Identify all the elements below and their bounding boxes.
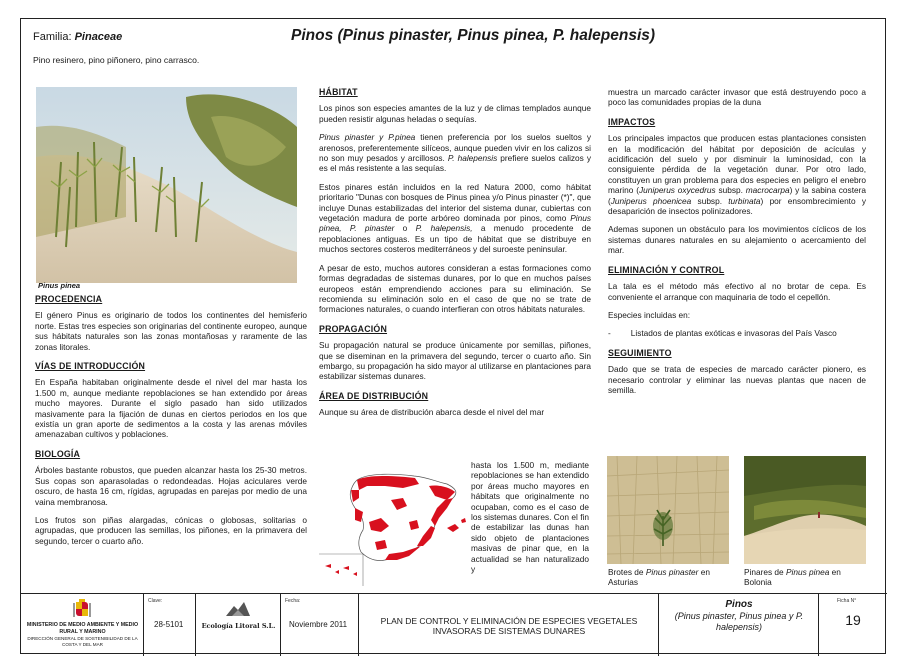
heading-area: ÁREA DE DISTRIBUCIÓN [319, 390, 429, 401]
heading-propagacion: PROPAGACIÓN [319, 323, 388, 334]
heading-biologia: BIOLOGÍA [35, 448, 81, 459]
text-habitat-2: Pinus pinaster y P.pinea tienen preferencia por los suelos sueltos y arenosos, preferentemente silíceos, aunque pueden vivir en los calizos si no son muy pesados y arcillosos. P. halepensis prefiere suelos calizos y es el más resistente a las sequías. [319, 132, 591, 174]
common-names: Pino resinero, pino piñonero, pino carrasco. [33, 55, 200, 65]
footer-fecha: Fecha: Noviembre 2011 [281, 594, 359, 656]
text-impactos-2: Ademas suponen un obstáculo para los movimientos cíclicos de los sistemas dunares naturales en su alejamiento o acercamiento del mar. [608, 224, 866, 256]
text-eliminacion-1: La tala es el método más efectivo al no brotar de cepa. Es conveniente el arranque con maquinaria de todo el cepellón. [608, 281, 866, 302]
plan-title: PLAN DE CONTROL Y ELIMINACIÓN DE ESPECIES VEGETALES INVASORAS DE SISTEMAS DUNARES [380, 616, 638, 636]
text-vias: En España habitaban originalmente desde el nivel del mar hasta los 1.500 m, aunque mediante repoblaciones se han extendido por áreas mucho mayores. Durante el siglo pasado han sido utilizados masivamente para la fijación de dunas en ciertos periodos en los que existía un gran aporte de sedimentos a la costa y las arenas móviles amenazaban cultivos y poblaciones. [35, 377, 307, 440]
column-left [35, 285, 307, 554]
heading-habitat: HÁBITAT [319, 87, 358, 97]
species-title: Pinos [725, 599, 753, 610]
heading-seguimiento: SEGUIMIENTO [608, 347, 672, 358]
ministry-name: MINISTERIO DE MEDIO AMBIENTE Y MEDIO RURAL Y MARINO [26, 622, 139, 635]
footer-plan [359, 594, 659, 656]
footer-table [21, 593, 887, 655]
clave-value: 28-5101 [154, 620, 184, 629]
species-subtitle: (Pinus pinaster, Pinus pinea y P. halepensis) [674, 611, 804, 632]
fecha-value: Noviembre 2011 [289, 620, 348, 629]
text-eliminacion-2: Especies incluidas en: [608, 309, 691, 320]
column-right [608, 87, 866, 403]
text-biologia-2: Los frutos son piñas alargadas, cónicas o globosas, solitarias o agrupadas, que producen las semillas, los piñones, en la primavera del segundo, tercer o cuarto año. [35, 514, 307, 546]
text-habitat-4: A pesar de esto, muchos autores consideran a estas formaciones como formas degradadas de sistemas dunares, por lo que en muchos países europeos están emprendiendo acciones para su eliminación. Se recomienda su eliminación solo en el caso de que no se trate de formaciones naturales, o cuando interfieran con otros hábitats naturales. [319, 262, 591, 315]
text-area-cont: muestra un marcado carácter invasor que está destruyendo poco a poco las comunidades propias de la duna [608, 87, 866, 108]
footer-species [659, 594, 819, 656]
caption-brotes: Brotes de Pinus pinaster en Asturias [608, 567, 710, 588]
column-middle [319, 87, 591, 426]
heading-vias: VÍAS DE INTRODUCCIÓN [35, 361, 146, 372]
text-seguimiento: Dado que se trata de especies de marcado carácter pionero, es necesario controlar y eliminar las nuevas plantas que nacen de semilla. [608, 364, 866, 395]
text-habitat-1: Los pinos son especies amantes de la luz y de climas templados aunque pueden resistir algunas heladas o sequías. [319, 103, 591, 124]
document-sheet [20, 18, 886, 654]
heading-eliminacion: ELIMINACIÓN Y CONTROL [608, 264, 725, 275]
list-item-listado: - Listados de plantas exóticas e invasoras del País Vasco [608, 328, 837, 339]
company-logo-icon [224, 600, 252, 618]
photo-main-caption: Pinus pinea [38, 281, 81, 290]
photo-brotes-pinaster [607, 456, 729, 564]
family-line: Familia: Pinaceae [33, 31, 123, 43]
text-procedencia: El género Pinus es originario de todos los continentes del hemisferio norte. Estas tres especies son originarias del continente europeo, aunque sus hábitats naturales son las zonas montañosas y raramente de las zonas litorales. [35, 310, 307, 352]
footer-ministry [21, 594, 144, 656]
footer-clave: Clave: 28-5101 [144, 594, 196, 656]
text-propagacion: Su propagación natural se produce únicamente por semillas, piñones, que se diseminan en la primavera del segundo, tercer o cuarto año. Sin embargo, su propagación ha sido mayor al utilizarse en plantaciones para estabilizar sistemas dunares. [319, 340, 591, 382]
heading-procedencia: PROCEDENCIA [35, 294, 103, 304]
family-name: Pinaceae [74, 31, 123, 43]
footer-ficha: Ficha N° 19 [819, 594, 887, 656]
page-title: Pinos (Pinus pinaster, Pinus pinea, P. halepensis) [291, 27, 656, 44]
coat-of-arms-icon [73, 599, 91, 619]
footer-company [196, 594, 281, 656]
direction-name: DIRECCIÓN GENERAL DE SOSTENIBILIDAD DE LA COSTA Y DEL MAR [27, 636, 138, 647]
photo-pinares-bolonia [744, 456, 866, 564]
text-biologia-1: Árboles bastante robustos, que pueden alcanzar hasta los 25-30 metros. Sus copas son aparasoladas o redondeadas. Hojas aciculares verde oscuro, de hasta 16 cm, rígidas, agrupadas en parejas por medio de una vaina membranosa. [35, 465, 307, 507]
photo-pinus-pinea [36, 87, 297, 283]
text-area-intro: Aunque su área de distribución abarca desde el nivel del mar [319, 407, 545, 418]
text-impactos-1: Los principales impactos que producen estas plantaciones consisten en la modificación del hábitat por deposición de acículas y acidificación del suelo y por disminuir la luminosidad, con la consiguiente pérdida de la vegetación dunar. Por otro lado, constituyen un gran problema para dos especies en peligro el enebro marino (Juniperus oxycedrus subsp. macrocarpa) y la sabina costera (Juniperus phoenicea subsp. turbinata) por ensombrecimiento y desaparición de insectos polinizadores. [608, 133, 866, 217]
heading-impactos: IMPACTOS [608, 116, 656, 127]
text-habitat-3: Estos pinares están incluidos en la red Natura 2000, como hábitat prioritario "Dunas con bosques de Pinus pinea y/o Pinus pinaster (*)", que incluye Dunas estabilizadas del interior del sistema dunar, cubiertas con vegetación madura de porte arbóreo dominada por pinos, como Pinus pinea, P. pinaster o P. halepensis, a menudo procedente de repoblaciones antiguas. Es un tipo de hábitat que se distribuye en muchos sectores costeros mediterráneos y del suroeste peninsular. [319, 181, 591, 255]
ficha-number: 19 [845, 612, 861, 628]
company-name: Ecología Litoral S.L. [201, 622, 276, 630]
text-area-wrap: hasta los 1.500 m, mediante repoblaciones se han extendido por áreas mucho mayores en hábitats que originalmente no ocupaban, como es el caso de los sistemas dunares. Con el fin de estabilizar las dunas han sido objeto de plantaciones masivas de pinar que, en la actualidad se han naturalizado y [471, 460, 589, 575]
distribution-map [319, 462, 469, 586]
caption-pinares: Pinares de Pinus pinea en Bolonia [744, 567, 841, 588]
